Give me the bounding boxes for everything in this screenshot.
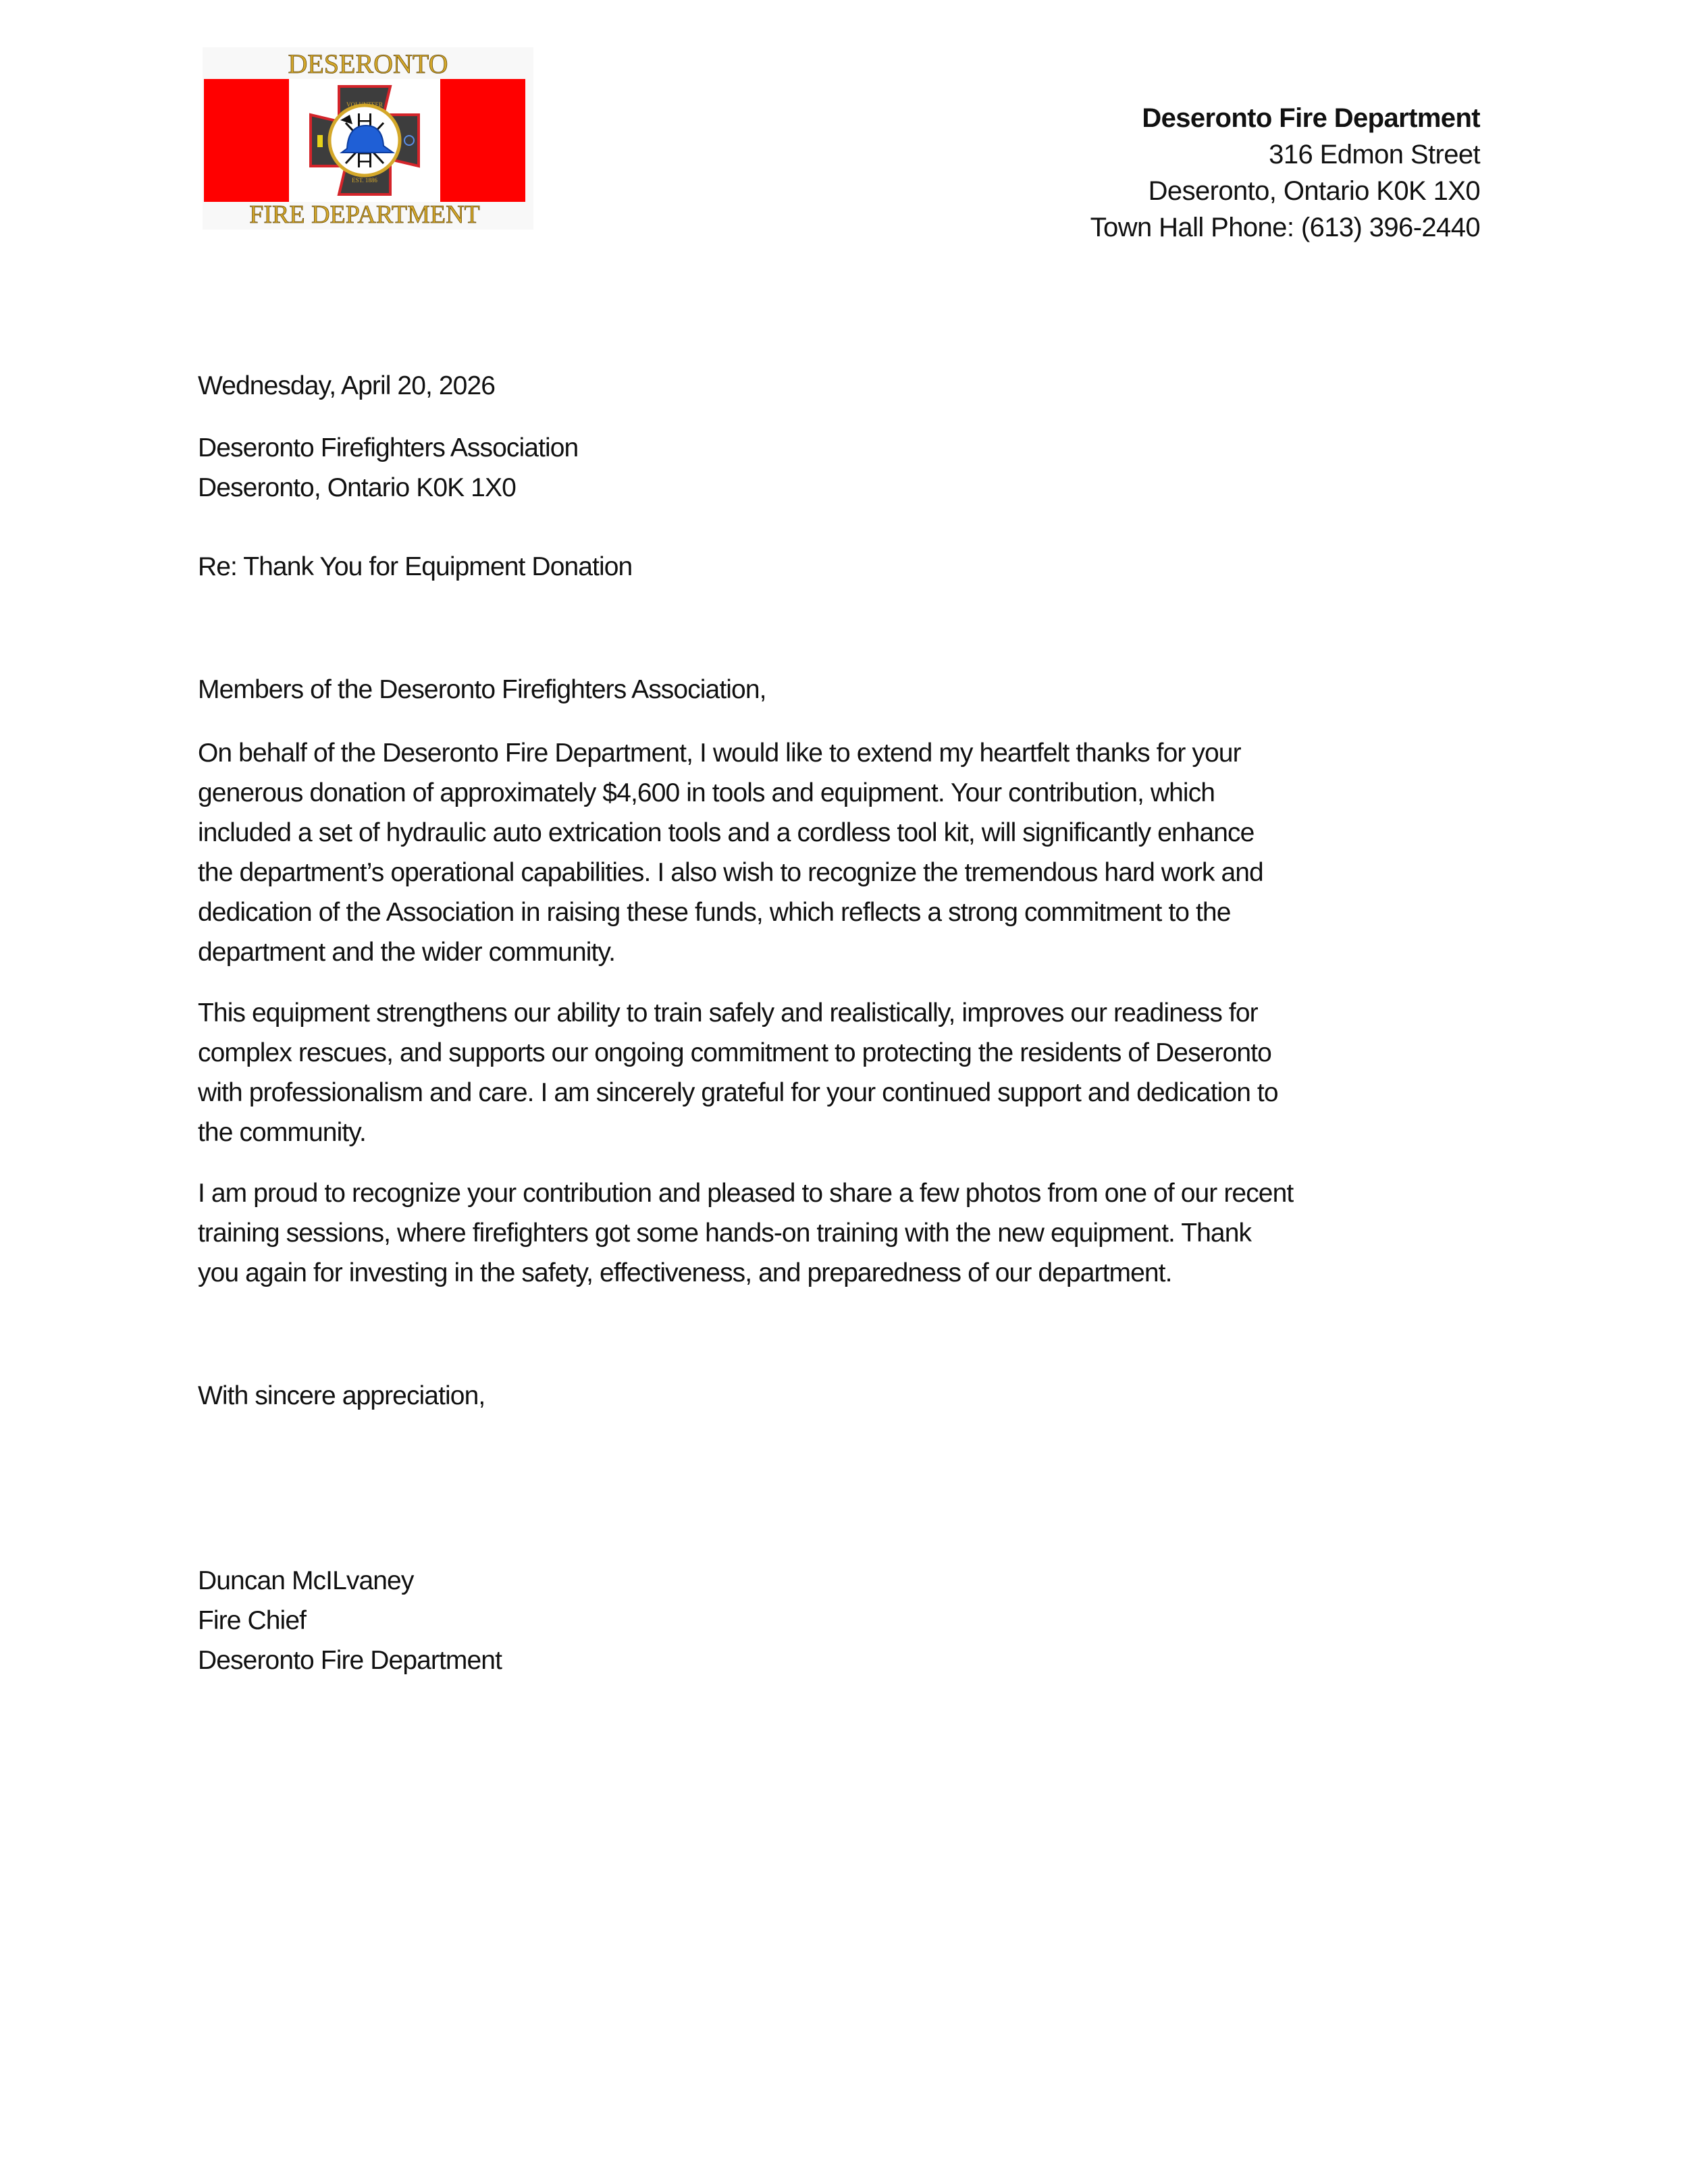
sender-address-block xyxy=(1090,100,1480,246)
recipient-block xyxy=(198,428,578,508)
paragraph-line: complex rescues, and supports our ongoing commitment to protecting the residents of Deseronto xyxy=(198,1038,1271,1067)
signatory-title: Fire Chief xyxy=(198,1606,307,1635)
svg-text:EST. 1886: EST. 1886 xyxy=(352,177,377,184)
closing: With sincere appreciation, xyxy=(198,1381,485,1410)
sender-street: 316 Edmon Street xyxy=(1269,140,1480,169)
body-paragraph-2 xyxy=(198,993,1278,1152)
department-logo xyxy=(203,47,533,230)
body-paragraph-1 xyxy=(198,733,1263,972)
paragraph-line: dedication of the Association in raising these funds, which reflects a strong commitment to the xyxy=(198,898,1231,927)
paragraph-line: I am proud to recognize your contribution and pleased to share a few photos from one of our recent xyxy=(198,1179,1294,1208)
paragraph-line: you again for investing in the safety, effectiveness, and preparedness of our department. xyxy=(198,1258,1172,1287)
sender-city-line: Deseronto, Ontario K0K 1X0 xyxy=(1148,176,1480,206)
paragraph-line: the community. xyxy=(198,1118,366,1147)
sender-org-name: Deseronto Fire Department xyxy=(1142,103,1480,133)
salutation: Members of the Deseronto Firefighters Association, xyxy=(198,675,766,704)
recipient-city-line: Deseronto, Ontario K0K 1X0 xyxy=(198,473,516,502)
sender-phone: Town Hall Phone: (613) 396-2440 xyxy=(1090,213,1480,242)
paragraph-line: with professionalism and care. I am sincerely grateful for your continued support and dedication to xyxy=(198,1078,1278,1107)
svg-text:DESERONTO: DESERONTO xyxy=(288,49,448,79)
paragraph-line: generous donation of approximately $4,600 in tools and equipment. Your contribution, which xyxy=(198,778,1215,807)
fire-department-emblem-icon xyxy=(203,47,533,230)
paragraph-line: included a set of hydraulic auto extrication tools and a cordless tool kit, will significantly enhance xyxy=(198,818,1255,847)
paragraph-line: training sessions, where firefighters got some hands-on training with the new equipment. Thank xyxy=(198,1219,1252,1248)
signatory-name: Duncan McILvaney xyxy=(198,1566,414,1595)
svg-text:FIRE DEPARTMENT: FIRE DEPARTMENT xyxy=(249,201,480,229)
signature-block xyxy=(198,1561,502,1680)
recipient-name: Deseronto Firefighters Association xyxy=(198,433,579,462)
paragraph-line: On behalf of the Deseronto Fire Department, I would like to extend my heartfelt thanks for your xyxy=(198,739,1241,768)
body-paragraph-3 xyxy=(198,1173,1293,1293)
letter-date: Wednesday, April 20, 2026 xyxy=(198,371,496,400)
paragraph-line: the department’s operational capabilities. I also wish to recognize the tremendous hard work and xyxy=(198,858,1263,887)
paragraph-line: This equipment strengthens our ability to train safely and realistically, improves our readiness for xyxy=(198,998,1258,1028)
svg-text:VOLUNTEER: VOLUNTEER xyxy=(346,101,383,108)
signatory-organization: Deseronto Fire Department xyxy=(198,1646,502,1675)
paragraph-line: department and the wider community. xyxy=(198,938,616,967)
subject-line: Re: Thank You for Equipment Donation xyxy=(198,552,633,581)
